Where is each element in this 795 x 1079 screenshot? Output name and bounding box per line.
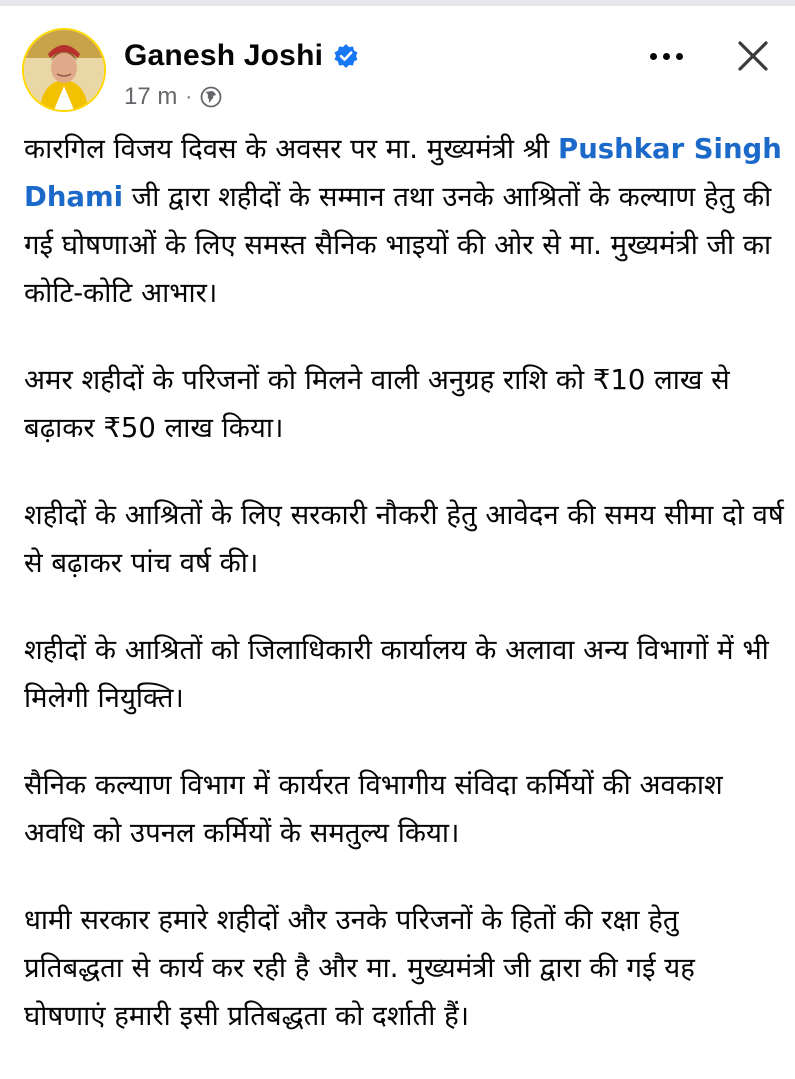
post-meta — [124, 82, 222, 112]
post-text — [24, 125, 784, 1079]
post-paragraph-5: सैनिक कल्याण विभाग में कार्यरत विभागीय संविदा कर्मियों की अवकाश अवधि को उपनल कर्मियों के समतुल्य किया। — [24, 769, 723, 849]
author-name[interactable]: Ganesh Joshi — [124, 39, 324, 72]
author-avatar[interactable] — [22, 28, 106, 112]
more-options-button[interactable] — [638, 36, 694, 76]
post-paragraph-6: धामी सरकार हमारे शहीदों और उनके परिजनों के हितों की रक्षा हेतु प्रतिबद्धता से कार्य कर रही है और मा. मुख्यमंत्री जी द्वारा की गई यह घोषणाएं हमारी इसी प्रतिबद्धता को दर्शाती हैं। — [24, 904, 695, 1032]
more-dot-icon — [676, 53, 683, 60]
post-paragraph-3: शहीदों के आश्रितों के लिए सरकारी नौकरी हेतु आवेदन की समय सीमा दो वर्ष से बढ़ाकर पांच वर्ष की। — [24, 499, 784, 579]
author-name-row — [124, 36, 359, 76]
more-dot-icon — [663, 53, 670, 60]
post-paragraph-4: शहीदों के आश्रितों को जिलाधिकारी कार्यालय के अलावा अन्य विभागों में भी मिलेगी नियुक्ति। — [24, 634, 769, 714]
post-paragraph-2: अमर शहीदों के परिजनों को मिलने वाली अनुग्रह राशि को ₹10 लाख से बढ़ाकर ₹50 लाख किया। — [24, 364, 730, 444]
globe-icon[interactable] — [200, 86, 222, 108]
post-paragraph-1 — [24, 125, 784, 317]
close-icon — [737, 40, 769, 72]
avatar-image — [24, 30, 104, 110]
close-button[interactable] — [727, 30, 779, 82]
more-dot-icon — [650, 53, 657, 60]
paragraph-text: जी द्वारा शहीदों के सम्मान तथा उनके आश्रितों के कल्याण हेतु की गई घोषणाओं के लिए समस्त सैनिक भाइयों की ओर से मा. मुख्यमंत्री जी का कोटि-कोटि आभार। — [24, 181, 772, 309]
mention-link[interactable]: Pushkar Singh Dhami — [24, 133, 782, 213]
top-divider — [0, 0, 795, 6]
paragraph-text: कारगिल विजय दिवस के अवसर पर मा. मुख्यमंत्री श्री — [24, 133, 559, 165]
post-header — [22, 28, 782, 114]
meta-separator: · — [185, 85, 193, 108]
verified-badge-icon — [333, 43, 359, 69]
post-timestamp[interactable]: 17 m — [124, 83, 178, 110]
